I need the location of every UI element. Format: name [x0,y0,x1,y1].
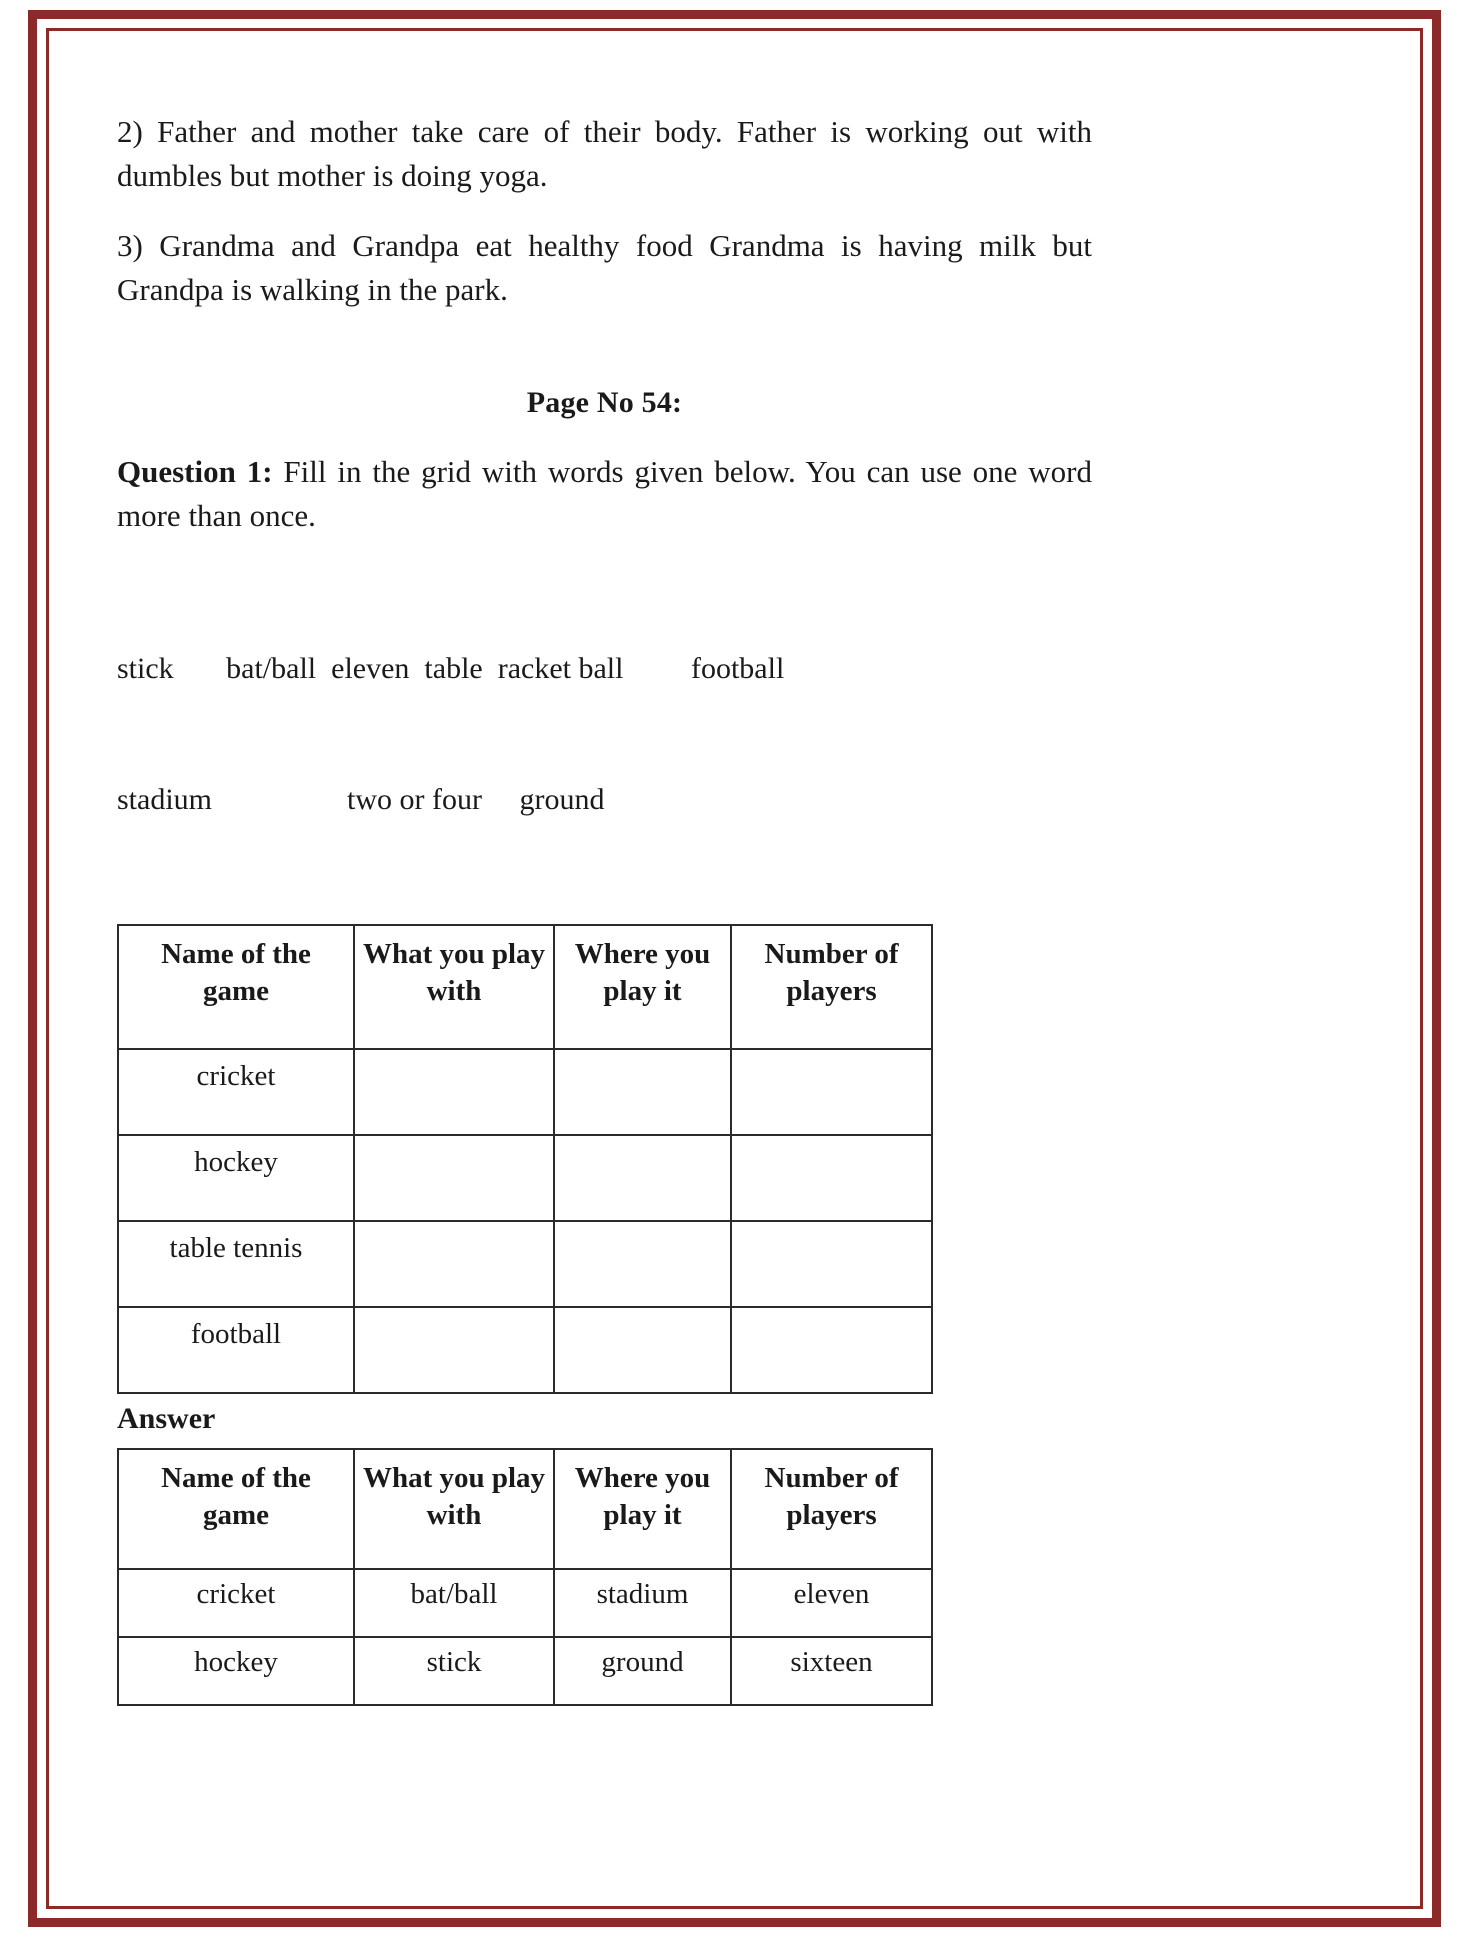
cell-play-where: ground [554,1637,731,1705]
column-header-number-of-players: Number of players [731,1449,932,1569]
table-row [118,1135,932,1221]
page-heading: Page No 54: [526,386,683,420]
cell-play-with[interactable] [354,1221,554,1307]
table-header-row [118,925,932,1049]
word-bank-line-1: stick bat/ball eleven table racket ball football [117,652,785,686]
cell-game-name: football [118,1307,354,1393]
answer-label: Answer [117,1402,216,1436]
cell-play-with: stick [354,1637,554,1705]
cell-game-name: cricket [118,1569,354,1637]
column-header-what-you-play-with: What you play with [354,1449,554,1569]
cell-play-where[interactable] [554,1049,731,1135]
table-row [118,1049,932,1135]
answer-grid-table [117,1448,933,1706]
cell-players[interactable] [731,1049,932,1135]
question-text [117,450,1092,538]
table-row [118,1569,932,1637]
word-bank-line-2: stadium two or four ground [117,782,605,816]
cell-play-with: bat/ball [354,1569,554,1637]
table-row [118,1221,932,1307]
cell-play-where[interactable] [554,1307,731,1393]
table-row [118,1307,932,1393]
table-row [118,1637,932,1705]
blank-grid-table [117,924,933,1394]
paragraph-3: 3) Grandma and Grandpa eat healthy food Grandma is having milk but Grandpa is walking in the park. [117,228,1092,308]
column-header-name-of-game: Name of the game [118,1449,354,1569]
cell-game-name: cricket [118,1049,354,1135]
cell-play-where[interactable] [554,1221,731,1307]
cell-play-with[interactable] [354,1307,554,1393]
cell-players: eleven [731,1569,932,1637]
word-bank [117,560,1092,908]
cell-players: sixteen [731,1637,932,1705]
page-content [117,110,1092,1706]
cell-game-name: hockey [118,1637,354,1705]
cell-play-where[interactable] [554,1135,731,1221]
column-header-what-you-play-with: What you play with [354,925,554,1049]
cell-play-with[interactable] [354,1049,554,1135]
cell-players[interactable] [731,1307,932,1393]
table-header-row [118,1449,932,1569]
cell-players[interactable] [731,1221,932,1307]
cell-play-where: stadium [554,1569,731,1637]
column-header-where-you-play-it: Where you play it [554,925,731,1049]
column-header-number-of-players: Number of players [731,925,932,1049]
column-header-where-you-play-it: Where you play it [554,1449,731,1569]
cell-players[interactable] [731,1135,932,1221]
question-label: Question 1: [117,454,273,490]
paragraph-2: 2) Father and mother take care of their body. Father is working out with dumbles but mother is doing yoga. [117,114,1092,194]
question-body: Fill in the grid with words given below. You can use one word more than once. [117,454,1092,534]
cell-game-name: table tennis [118,1221,354,1307]
cell-game-name: hockey [118,1135,354,1221]
column-header-name-of-game: Name of the game [118,925,354,1049]
cell-play-with[interactable] [354,1135,554,1221]
